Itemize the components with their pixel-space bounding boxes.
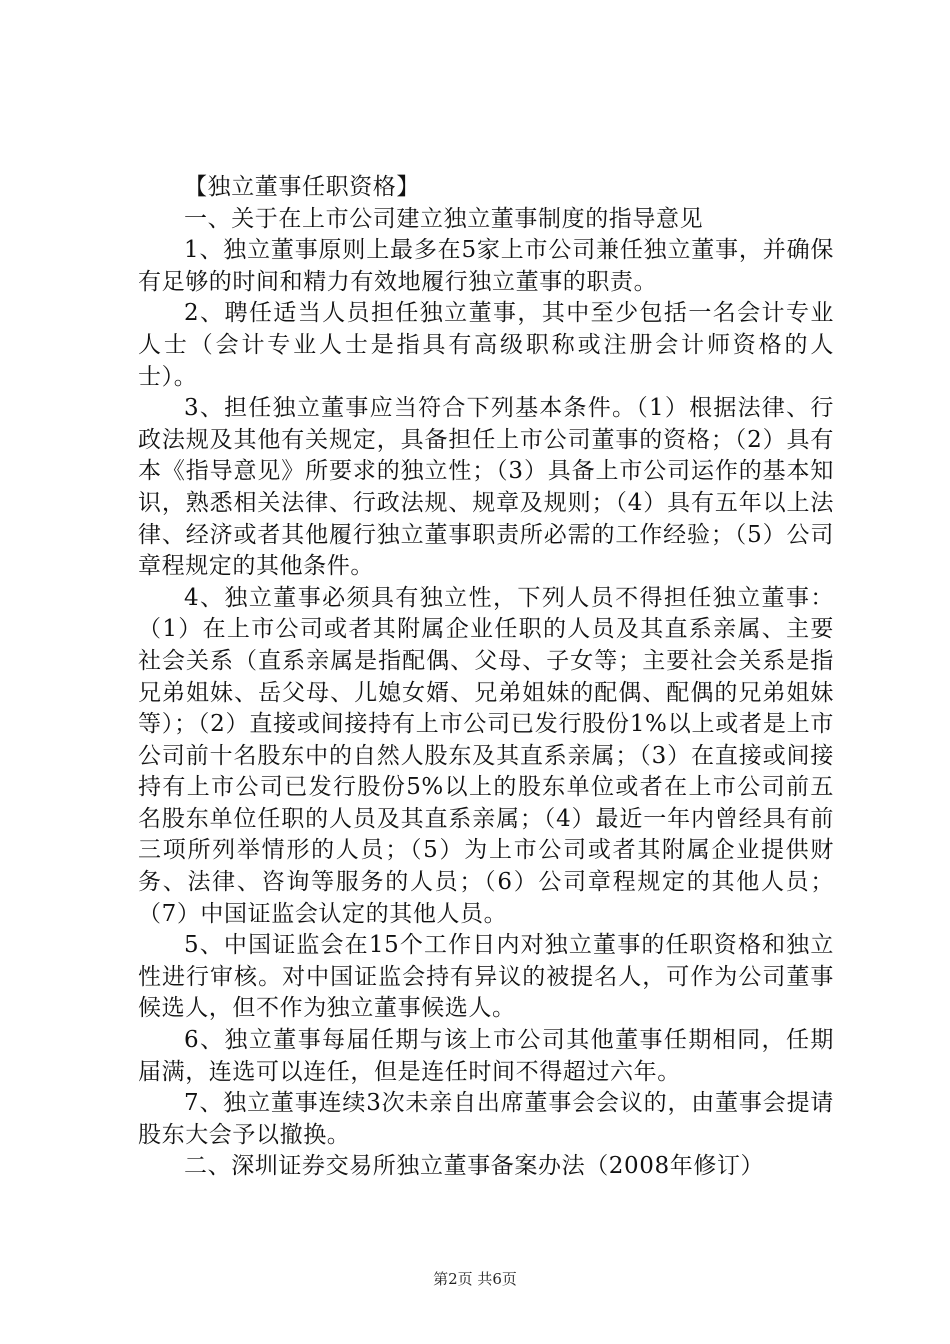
- paragraph-2: 2、聘任适当人员担任独立董事，其中至少包括一名会计专业人士（会计专业人士是指具有高级职称或注册会计师资格的人士）。: [138, 300, 834, 390]
- section-1-title: 一、关于在上市公司建立独立董事制度的指导意见: [184, 205, 704, 232]
- document-heading: 【独立董事任职资格】: [184, 174, 420, 200]
- section-2-title: 二、深圳证券交易所独立董事备案办法（2008年修订）: [184, 1153, 765, 1180]
- paragraph-3: 3、担任独立董事应当符合下列基本条件。（1）根据法律、行政法规及其他有关规定，具备担任上市公司董事的资格；（2）具有本《指导意见》所要求的独立性；（3）具备上市公司运作的基本知识，熟悉相关法律、行政法规、规章及规则；（4）具有五年以上法律、经济或者其他履行独立董事职责所必需的工作经验；（5）公司章程规定的其他条件。: [138, 395, 834, 580]
- page-footer: 第2页 共6页: [433, 1270, 517, 1288]
- paragraph-7: 7、独立董事连续3次未亲自出席董事会会议的，由董事会提请股东大会予以撤换。: [138, 1090, 834, 1148]
- paragraph-4: 4、独立董事必须具有独立性，下列人员不得担任独立董事：（1）在上市公司或者其附属企业任职的人员及其直系亲属、主要社会关系（直系亲属是指配偶、父母、子女等；主要社会关系是指兄弟姐妹、岳父母、儿媳女婿、兄弟姐妹的配偶、配偶的兄弟姐妹等）；（2）直接或间接持有上市公司已发行股份1%以上或者是上市公司前十名股东中的自然人股东及其直系亲属；（3）在直接或间接持有上市公司已发行股份5%以上的股东单位或者在上市公司前五名股东单位任职的人员及其直系亲属；（4）最近一年内曾经具有前三项所列举情形的人员；（5）为上市公司或者其附属企业提供财务、法律、咨询等服务的人员；（6）公司章程规定的其他人员；（7）中国证监会认定的其他人员。: [138, 584, 834, 927]
- paragraph-1: 1、独立董事原则上最多在5家上市公司兼任独立董事，并确保有足够的时间和精力有效地履行独立董事的职责。: [138, 237, 834, 295]
- paragraph-6: 6、独立董事每届任期与该上市公司其他董事任期相同，任期届满，连选可以连任，但是连任时间不得超过六年。: [138, 1027, 834, 1085]
- document-body: [138, 172, 834, 1183]
- paragraph-5: 5、中国证监会在15个工作日内对独立董事的任职资格和独立性进行审核。对中国证监会持有异议的被提名人，可作为公司董事候选人，但不作为独立董事候选人。: [138, 932, 834, 1022]
